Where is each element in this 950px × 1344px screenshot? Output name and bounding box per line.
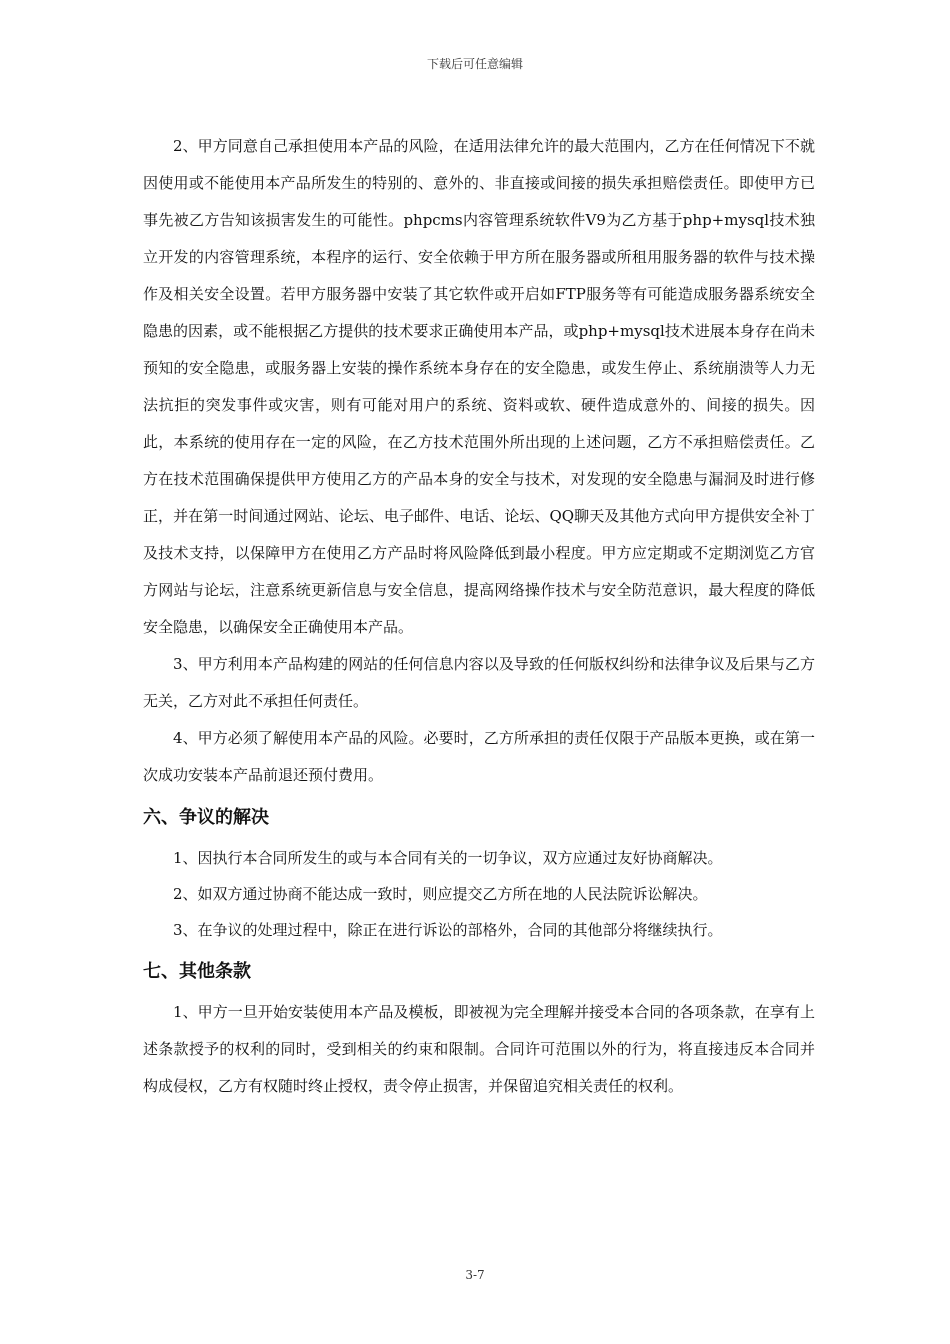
clause-5-3: 3、甲方利用本产品构建的网站的任何信息内容以及导致的任何版权纠纷和法律争议及后果与乙方无关，乙方对此不承担任何责任。 <box>143 655 815 710</box>
clause-6-3: 3、在争议的处理过程中，除正在进行诉讼的部格外，合同的其他部分将继续执行。 <box>173 921 723 939</box>
page-number: 3-7 <box>465 1268 485 1282</box>
clause-6-1: 1、因执行本合同所发生的或与本合同有关的一切争议，双方应通过友好协商解决。 <box>173 849 723 867</box>
section-6-heading: 六、争议的解决 <box>143 807 269 828</box>
section-7-heading: 七、其他条款 <box>143 961 251 982</box>
page-header: 下载后可任意编辑 <box>426 57 523 71</box>
clause-5-2: 2、甲方同意自己承担使用本产品的风险，在适用法律允许的最大范围内，乙方在任何情况下不就因使用或不能使用本产品所发生的特别的、意外的、非直接或间接的损失承担赔偿责任。即使甲方已事先被乙方告知该损害发生的可能性。phpcms内容管理系统软件V9为乙方基于php+mysql技术独立开发的内容管理系统，本程序的运行、安全依赖于甲方所在服务器或所租用服务器的软件与技术操作及相关安全设置。若甲方服务器中安装了其它软件或开启如FTP服务等有可能造成服务器系统安全隐患的因素，或不能根据乙方提供的技术要求正确使用本产品，或php+mysql技术进展本身存在尚未预知的安全隐患，或服务器上安装的操作系统本身存在的安全隐患，或发生停止、系统崩溃等人力无法抗拒的突发事件或灾害，则有可能对用户的系统、资料或软、硬件造成意外的、间接的损失。因此，本系统的使用存在一定的风险，在乙方技术范围外所出现的上述问题，乙方不承担赔偿责任。乙方在技术范围确保提供甲方使用乙方的产品本身的安全与技术，对发现的安全隐患与漏洞及时进行修正，并在第一时间通过网站、论坛、电子邮件、电话、论坛、QQ聊天及其他方式向甲方提供安全补丁及技术支持，以保障甲方在使用乙方产品时将风险降低到最小程度。甲方应定期或不定期浏览乙方官方网站与论坛，注意系统更新信息与安全信息，提高网络操作技术与安全防范意识，最大程度的降低安全隐患，以确保安全正确使用本产品。 <box>143 137 815 636</box>
clause-6-2: 2、如双方通过协商不能达成一致时，则应提交乙方所在地的人民法院诉讼解决。 <box>173 885 708 903</box>
document-body <box>143 128 815 1105</box>
clause-7-1: 1、甲方一旦开始安装使用本产品及模板，即被视为完全理解并接受本合同的各项条款，在享有上述条款授予的权利的同时，受到相关的约束和限制。合同许可范围以外的行为，将直接违反本合同并构成侵权，乙方有权随时终止授权，责令停止损害，并保留追究相关责任的权利。 <box>143 1003 815 1095</box>
clause-5-4: 4、甲方必须了解使用本产品的风险。必要时，乙方所承担的责任仅限于产品版本更换，或在第一次成功安装本产品前退还预付费用。 <box>143 729 815 784</box>
